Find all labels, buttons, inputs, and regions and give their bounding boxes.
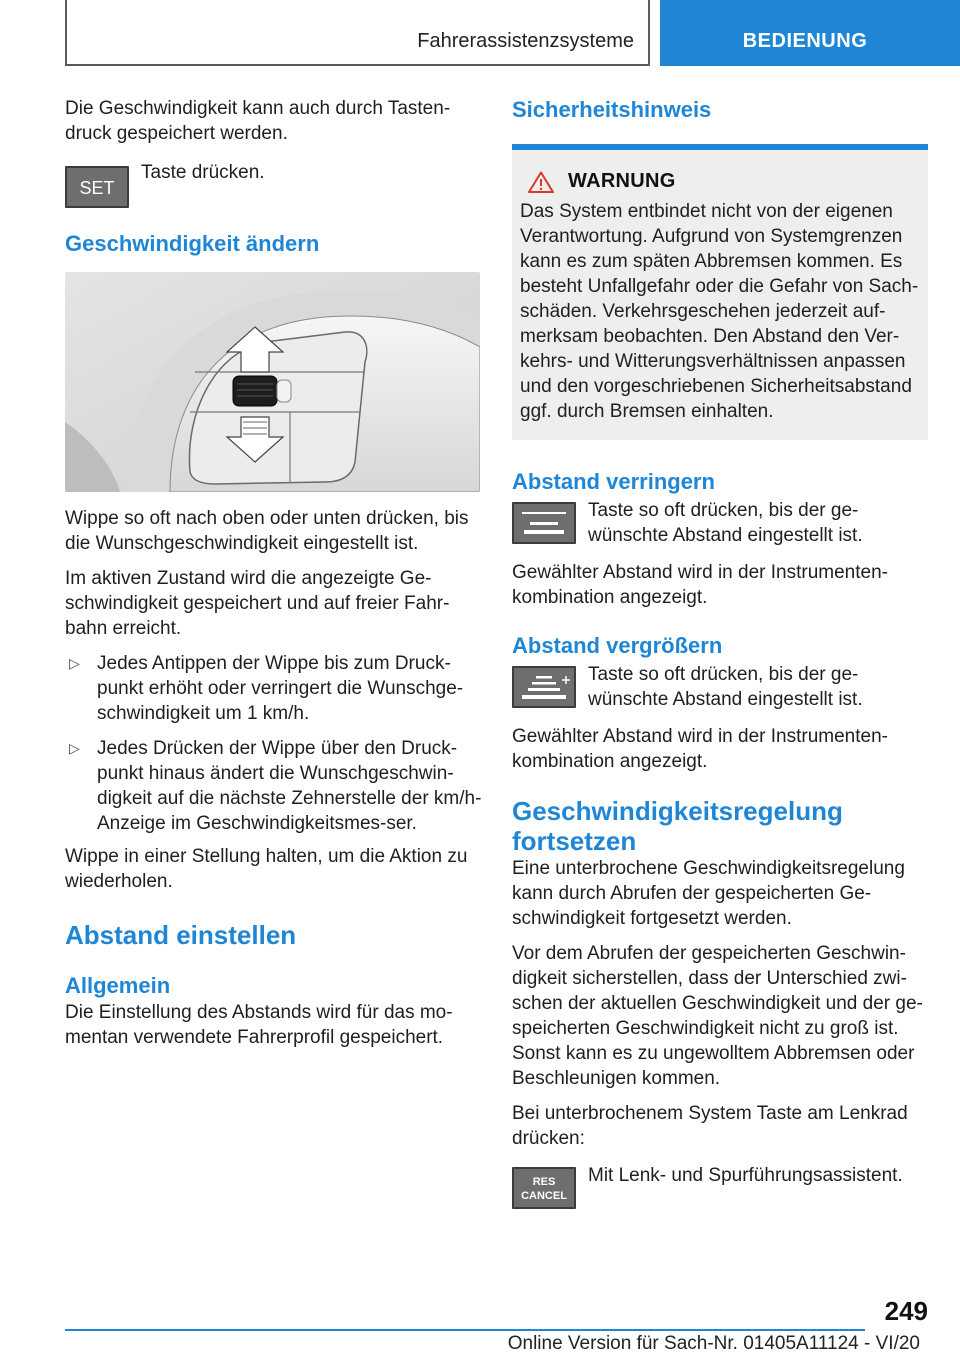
increase-text: Gewählter Abstand wird in der Instrumenten-kombination angezeigt. [512, 726, 888, 772]
rocker-text-3: Wippe in einer Stellung halten, um die Aktion zu wiederholen. [65, 846, 468, 892]
warning-box [512, 144, 928, 440]
increase-button-row [512, 662, 928, 712]
bullet-item [65, 736, 483, 836]
heading-general: Allgemein [65, 973, 171, 998]
bullet-triangle-icon: ▷ [69, 655, 80, 671]
right-column [512, 96, 928, 1207]
left-column [65, 96, 483, 1050]
set-button-text: Taste drücken. [141, 162, 265, 183]
header-chapter-label: BEDIENUNG [742, 30, 868, 52]
intro-text: Die Geschwindigkeit kann auch durch Tasten-druck gespeichert werden. [65, 98, 451, 144]
header-section-title: Fahrerassistenzsysteme [417, 30, 634, 52]
warning-triangle-icon [528, 171, 554, 193]
svg-text:CANCEL: CANCEL [521, 1190, 567, 1202]
set-button-icon [65, 166, 129, 208]
resume-text-1: Eine unterbrochene Geschwindigkeitsregelung kann durch Abrufen der gespeicherten Ge-schwindigkeit fortgesetzt werden. [512, 858, 905, 929]
res-cancel-button-icon [512, 1167, 576, 1209]
decrease-button-row [512, 498, 928, 548]
resume-text-2: Vor dem Abrufen der gespeicherten Geschwin-digkeit sicherstellen, dass der Unterschied zwi-schen der aktuellen Geschwindigkeit und der ge-speicherten Geschwindigkeit nicht zu groß ist. Sonst kann es zu ungewolltem Abbremsen oder Beschleunigen kommen. [512, 943, 923, 1089]
distance-increase-icon [512, 666, 576, 708]
rocker-text-2: Im aktiven Zustand wird die angezeigte Ge-schwindigkeit gespeichert und auf freier Fahr-bahn erreicht. [65, 568, 450, 639]
bullet-triangle-icon: ▷ [69, 740, 80, 756]
warning-header [520, 170, 920, 193]
increase-button-text: Taste so oft drücken, bis der ge-wünschte Abstand eingestellt ist. [588, 664, 863, 710]
heading-safety: Sicherheitshinweis [512, 97, 712, 122]
warning-title: WARNUNG [568, 170, 676, 192]
bullet-item [65, 651, 483, 726]
resume-text-3: Bei unterbrochenem System Taste am Lenkrad drücken: [512, 1103, 908, 1149]
heading-change-speed: Geschwindigkeit ändern [65, 231, 320, 256]
header-chapter-tab [660, 0, 960, 66]
rocker-text-1: Wippe so oft nach oben oder unten drücken, bis die Wunschgeschwindigkeit eingestellt ist. [65, 508, 469, 554]
heading-distance: Abstand einstellen [65, 920, 297, 950]
warning-text: Das System entbindet nicht von der eigenen Verantwortung. Aufgrund von Systemgrenzen kann es zum späten Abbremsen kommen. Es besteht Unfallgefahr oder die Gefahr von Sach-schäden. Verkehrsgeschehen jederzeit auf-merksam beobachten. Den Abstand den Ver-kehrs- und Witterungsverhältnissen anpassen und den vorgeschriebenen Sicherheitsabstand ggf. durch Bremsen einhalten. [520, 201, 919, 422]
general-text: Die Einstellung des Abstands wird für das mo-mentan verwendete Fahrerprofil gespeichert. [65, 1002, 453, 1048]
heading-decrease-distance: Abstand verringern [512, 469, 715, 494]
svg-text:SET: SET [79, 178, 115, 198]
page-number: 249 [884, 1296, 928, 1326]
footer-text: Online Version für Sach-Nr. 01405A11124 - VI/20 [507, 1333, 920, 1354]
heading-resume-speed-control: Geschwindigkeitsregelung fortsetzen [512, 796, 843, 856]
svg-text:RES: RES [532, 1176, 556, 1188]
footer-divider [65, 1329, 865, 1331]
rescancel-text: Mit Lenk- und Spurführungsassistent. [588, 1165, 903, 1186]
heading-increase-distance: Abstand vergrößern [512, 633, 723, 658]
steering-rocker-photo [65, 272, 480, 492]
distance-decrease-icon [512, 502, 576, 544]
set-button-row [65, 160, 483, 204]
decrease-text: Gewählter Abstand wird in der Instrumenten-kombination angezeigt. [512, 562, 888, 608]
decrease-button-text: Taste so oft drücken, bis der ge-wünschte Abstand eingestellt ist. [588, 500, 863, 546]
header-section-box [65, 0, 650, 66]
bullet-text: Jedes Antippen der Wippe bis zum Druck-punkt erhöht oder verringert die Wunschge-schwindigkeit um 1 km/h. [97, 653, 464, 724]
bullet-text: Jedes Drücken der Wippe über den Druck-punkt hinaus ändert die Wunschgeschwin-digkeit auf die nächste Zehnerstelle der km/h-Anzeige im Geschwindigkeitsmes-ser. [97, 738, 482, 834]
rescancel-button-row [512, 1163, 928, 1207]
